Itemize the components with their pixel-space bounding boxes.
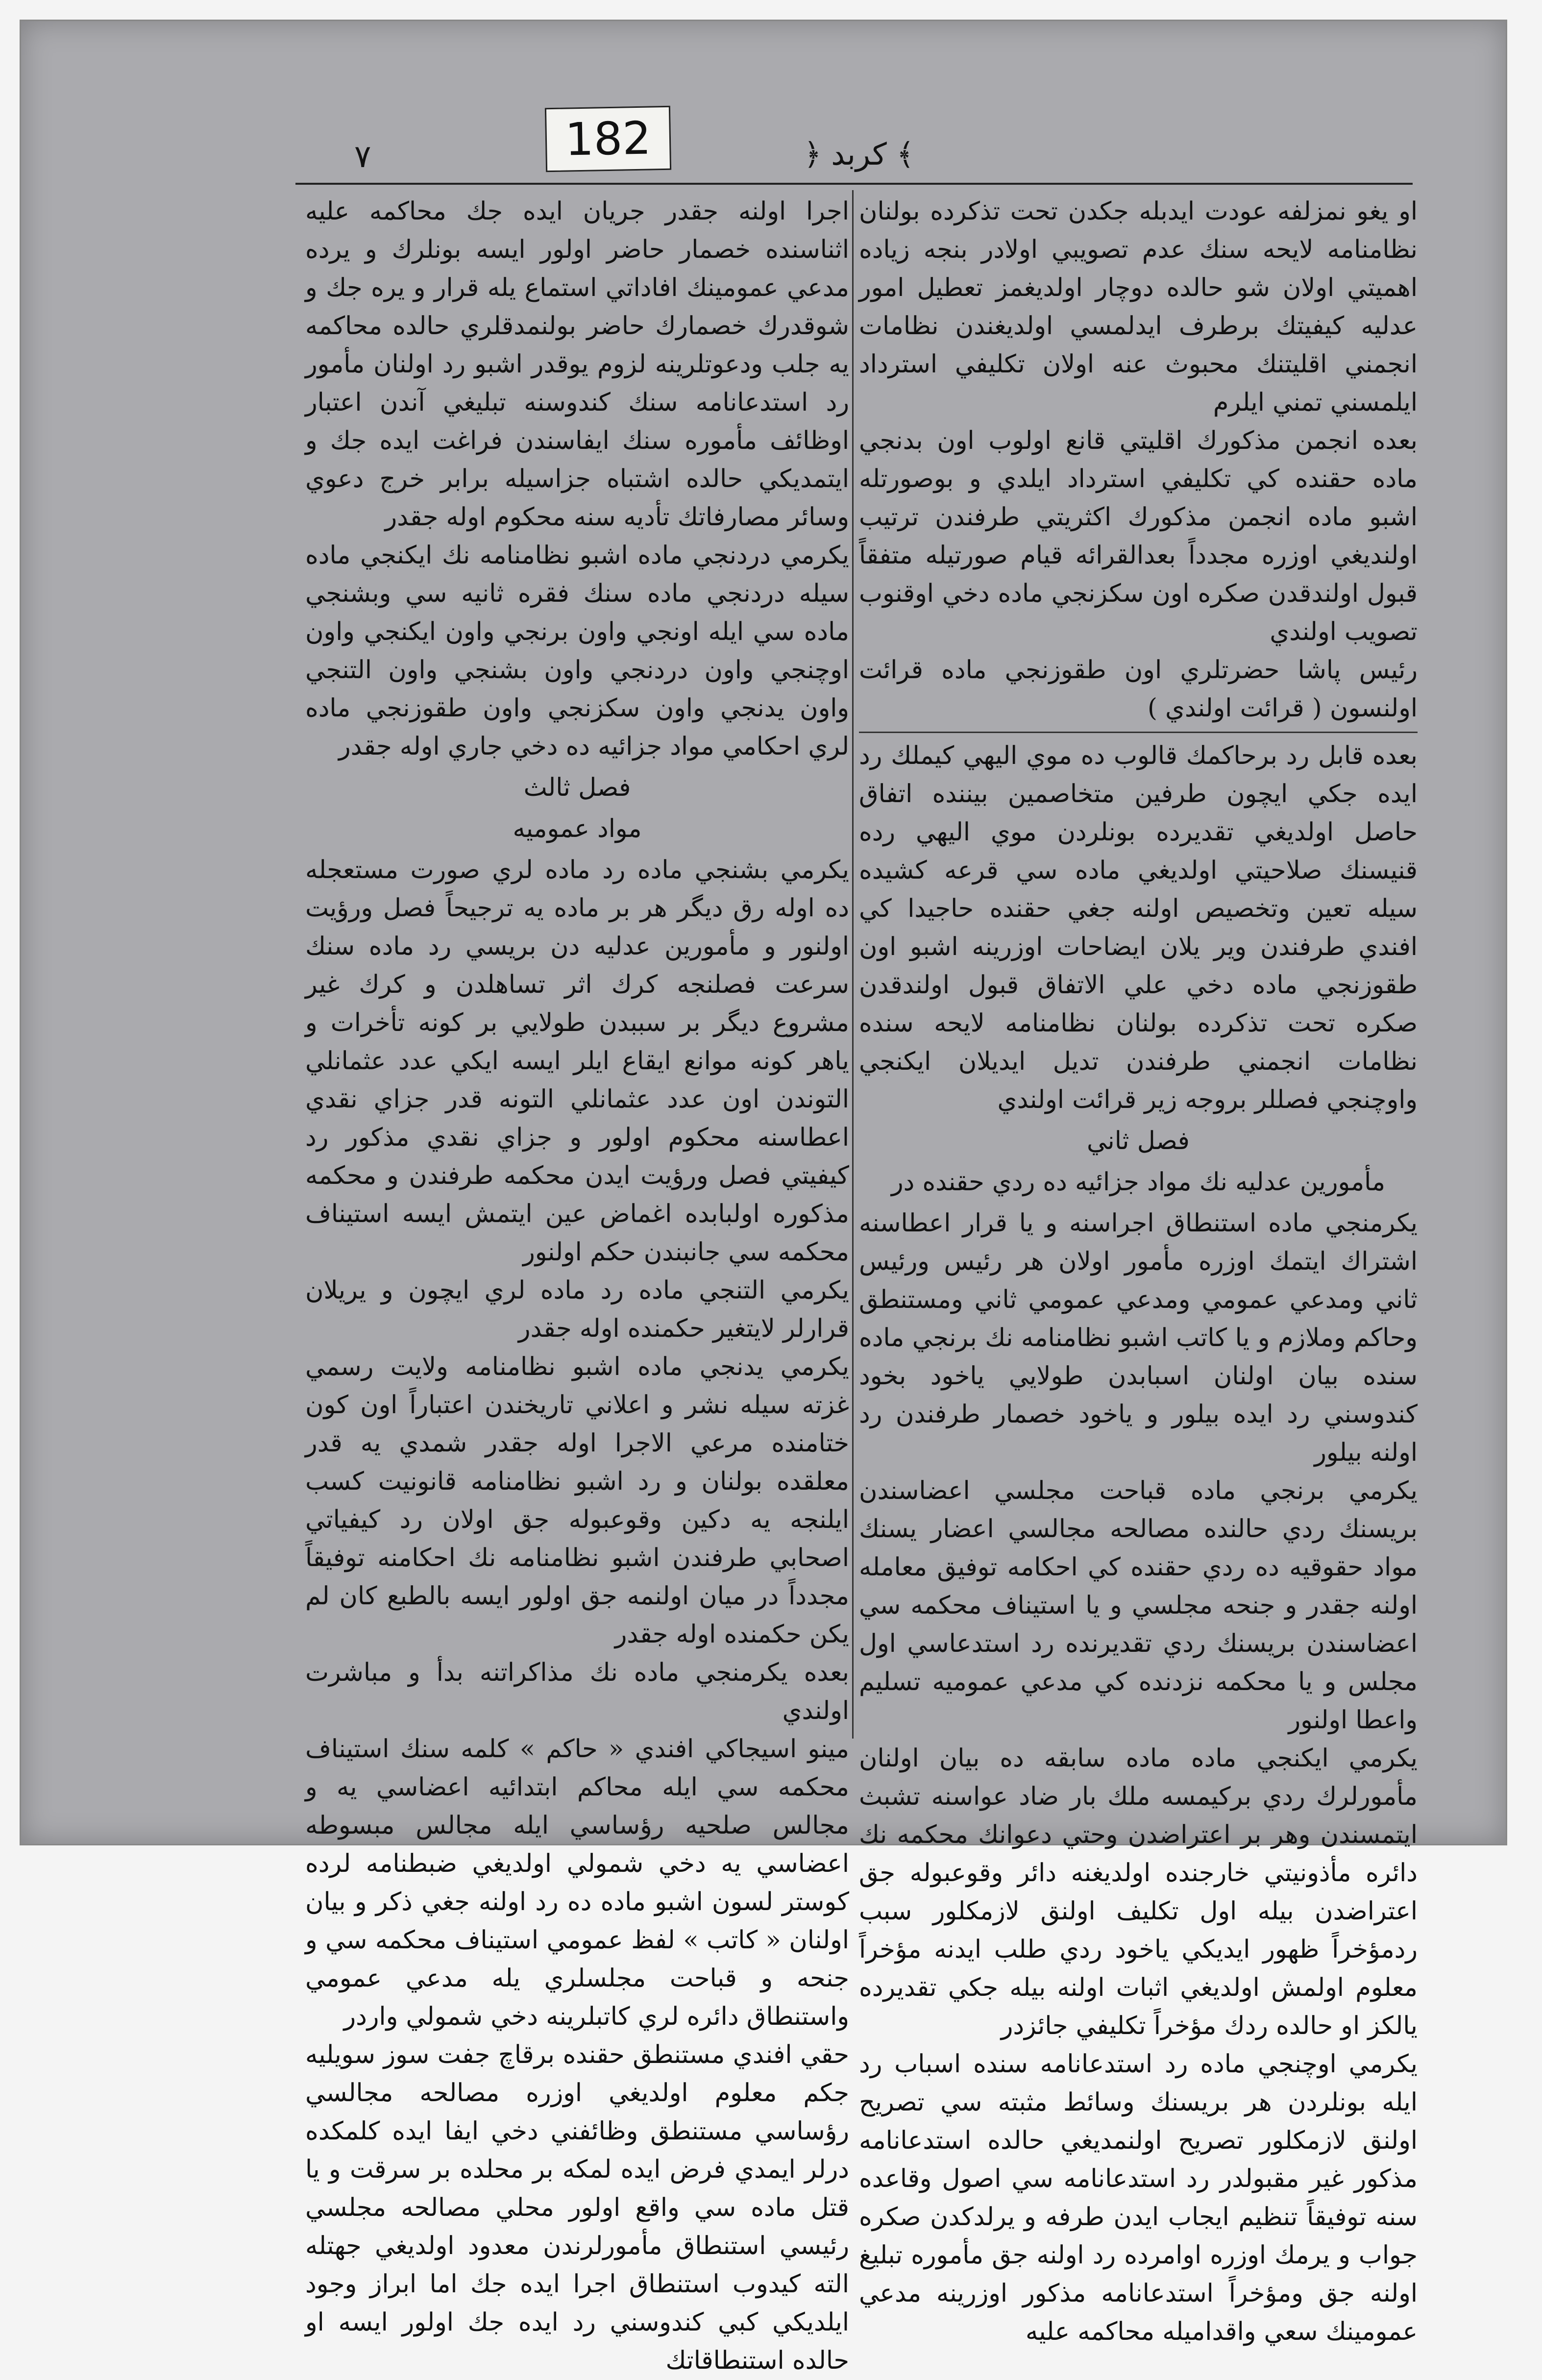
section-subtitle: مواد عموميه (513, 814, 642, 843)
paragraph: يكرمي برنجي ماده قباحت مجلسي اعضاسندن بريسنك ردي حالنده مصالحه مجالسي اعضار يسنك مواد حقوقيه ده ردي حقنده كي احكامه توفيق معامله اولنه جقدر و جنحه مجلسي و يا استيناف محكمه سي اعضاسندن بريسنك ردي تقديرنده رد استدعاسي اول مجلس و يا محكمه نزدنده كي مدعي عموميه تسليم واعطا اولنور (859, 1476, 1418, 1735)
stamp-number: 182 (564, 112, 652, 166)
right-column (859, 193, 1418, 2346)
paragraph: يكرمي اوچنجي ماده رد استدعانامه سنده اسباب رد ايله بونلردن هر بريسنك وسائط مثبته سي تصريح اولنق لازمكلور تصريح اولنمديغي حالده استدعانامه مذكور غير مقبولدر رد استدعانامه سي اصول وقاعده سنه توفيقاً تنظيم ايجاب ايدن طرفه و يرلدكدن صكره جواب و يرمك اوزره اوامرده رد اولنه جق مأموره تبليغ اولنه جق ومؤخراً استدعانامه مذكور اوزرينه مدعي عمومينك سعي واقداميله محاكمه عليه (859, 2050, 1418, 2346)
paragraph: يكرمي ايكنجي ماده ماده سابقه ده بيان اولنان مأمورلرك ردي بركيمسه ملك بار ضاد عواسنه تشبث ايتمسندن وهر بر اعتراضدن وحتي دعوانك محكمه نك دائره مأذونيتي خارجنده اولديغنه دائر وقوعبوله جق اعتراضدن بيله اول تكليف اولنق لازمكلور سبب ردمؤخراً ظهور ايديكي ياخود ردي طلب ايدنه مؤخراً معلوم اولمش اولديغي اثبات اولنه بيله جكي تقديرده يالكز او حالده ردك مؤخراً تكليفي جائزدر (859, 1744, 1418, 2040)
section-subtitle: مأمورين عدليه نك مواد جزائيه ده ردي حقنده در (891, 1168, 1386, 1197)
paragraph: رئيس پاشا حضرتلري اون طقوزنجي ماده قرائت اولنسون ( قرائت اولندي ) (859, 656, 1418, 723)
paragraph: بعده انجمن مذكورك اقليتي قانع اولوب اون بدنجي ماده حقنده كي تكليفي استرداد ايلدي و بوصورتله اشبو ماده انجمن مذكورك اكثريتي طرفندن ترتيب اولنديغي اوزره مجدداً بعدالقرائه قيام صورتيله متفقاً قبول اولندقدن صكره اون سكزنجي ماده دخي اوقنوب تصويب اولندي (859, 426, 1418, 646)
paragraph: مينو اسيجاكي افندي « حاكم » كلمه سنك استيناف محكمه سي ايله محاكم ابتدائيه اعضاسي يه و مجالس صلحيه رؤساسي ايله مجالس مبسوطه اعضاسي يه دخي شمولي اولديغي ضبطنامه لرده كوستر لسون اشبو ماده ده رد اولنه جغي ذكر و بيان اولنان « كاتب » لفظ عمومي استيناف محكمه سي و جنحه و قباحت مجلسلري يله مدعي عمومي واستنطاق دائره لري كاتبلرينه دخي شمولي واردر (305, 1735, 849, 2031)
paragraph: او يغو نمزلفه عودت ايدبله جكدن تحت تذكرده بولنان نظامنامه لايحه سنك عدم تصويبي اولادر بنجه زياده اهميتي اولان شو حالده دوچار اولديغمز تعطيل امور عدليه كيفيتك برطرف ايدلمسي اولديغندن نظامات انجمني اقليتنك محبوث عنه اولان تكليفي استرداد ايلمسني تمني ايلرم (859, 197, 1418, 417)
paragraph: اجرا اولنه جقدر جريان ايده جك محاكمه عليه اثناسنده خصمار حاضر اولور ايسه بونلرك و يرده مدعي عمومينك افاداتي استماع يله قرار و يره جك و شوقدرك خصمارك حاضر بولنمدقلري حالده محاكمه يه جلب ودعوتلرينه لزوم يوقدر اشبو رد اولنان مأمور رد استدعانامه سنك كندوسنه تبليغي آندن اعتبار اوظائف مأموره سنك ايفاسندن فراغت ايده جك و ايتمديكي حالده اشتباه جزاسيله برابر خرج دعوي وسائر مصارفاتك تأديه سنه محكوم اوله جقدر (305, 197, 849, 532)
page-number: ٧ (354, 139, 371, 175)
masthead-title: ﴿ كربد ﴾ (804, 136, 914, 172)
newspaper-page (20, 20, 1507, 2375)
archive-page-stamp (545, 106, 671, 172)
paragraph: حقي افندي مستنطق حقنده برقاچ جفت سوز سويليه جكم معلوم اولديغي اوزره مصالحه مجالسي رؤساسي مستنطق وظائفني دخي ايفا ايده كلمكده درلر ايمدي فرض ايده لمكه بر محلده بر سرقت و يا قتل ماده سي واقع اولور محلي مصالحه مجلسي رئيسي استنطاق مأمورلرندن معدود اولديغي جهتله الته كيدوب استنطاق اجرا ايده جك اما ابراز وجود ايلديكي كبي كندوسني رد ايده جك اولور ايسه او حالده استنطاقاتك (305, 2040, 849, 2375)
separator-rule (859, 732, 1418, 733)
left-column (305, 193, 849, 2375)
paragraph: بعده قابل رد برحاكمك قالوب ده موي اليهي كيملك رد ايده جكي ايچون طرفين متخاصمين بيننده اتفاق حاصل اولديغي تقديرده بونلردن موي اليهي رده قنيسنك صلاحيتي اولديغي ماده سي قرعه كشيده سيله تعين وتخصيص اولنه جغي حقنده حاجيدا كي افندي طرفندن وير يلان ايضاحات اوزرينه اشبو اون طقوزنجي ماده دخي علي الاتفاق قبول اولندقدن صكره تحت تذكرده بولنان نظامنامه لايحه سنده نظامات انجمني طرفندن تديل ايديلان ايكنجي واوچنجي فصللر بروجه زير قرائت اولندي (859, 741, 1418, 1114)
paragraph: يكرمي التنجي ماده رد ماده لري ايچون و يريلان قرارلر لايتغير حكمنده اوله جقدر (305, 1276, 849, 1343)
section-title: فصل ثاني (1087, 1127, 1190, 1155)
paragraph: بعده يكرمنجي ماده نك مذاكراتنه بدأ و مباشرت اولندي (305, 1658, 849, 1725)
column-divider (852, 190, 854, 1739)
header-rule (295, 183, 1413, 185)
paragraph: يكرمي بشنجي ماده رد ماده لري صورت مستعجله ده اوله رق ديگر هر بر ماده يه ترجيحاً فصل ورؤيت اولنور و مأمورين عدليه دن بريسي رد ماده سنك سرعت فصلنجه كرك اثر تساهلدن و كرك غير مشروع ديگر بر سببدن طولايي بر كونه تأخرات و ياهر كونه موانع ايقاع ايلر ايسه ايكي عدد عثمانلي التوندن اون عدد عثمانلي التونه قدر جزاي نقدي اعطاسنه محكوم اولور و جزاي نقدي مذكور رد كيفيتي فصل ورؤيت ايدن محكمه طرفندن و محكمه مذكوره اولبابده اغماض عين ايتمش ايسه استيناف محكمه سي جانبندن حكم اولنور (305, 856, 849, 1267)
paragraph: يكرمي يدنجي ماده اشبو نظامنامه ولايت رسمي غزته سيله نشر و اعلاني تاريخندن اعتباراً اون كون ختامنده مرعي الاجرا اوله جقدر شمدي يه قدر معلقده بولنان و رد اشبو نظامنامه قانونيت كسب ايلنجه يه دكين وقوعبوله جق اولان رد كيفياتي اصحابي طرفندن اشبو نظامنامه نك احكامنه توفيقاً مجدداً در ميان اولنمه جق اولور ايسه بالطبع كان لم يكن حكمنده اوله جقدر (305, 1352, 849, 1649)
paragraph: يكرمنجي ماده استنطاق اجراسنه و يا قرار اعطاسنه اشتراك ايتمك اوزره مأمور اولان هر رئيس ورئيس ثاني ومدعي عمومي ومدعي عمومي ثاني ومستنطق وحاكم وملازم و يا كاتب اشبو نظامنامه نك برنجي ماده سنده بيان اولنان اسبابدن طولايي ياخود بخود كندوسني رد ايده بيلور و ياخود خصمار طرفندن رد اولنه بيلور (859, 1209, 1418, 1467)
paragraph: يكرمي دردنجي ماده اشبو نظامنامه نك ايكنجي ماده سيله دردنجي ماده سنك فقره ثانيه سي وبشنجي ماده سي ايله اونجي واون برنجي واون ايكنجي واون اوچنجي واون دردنجي واون بشنجي واون التنجي واون يدنجي واون سكزنجي واون طقوزنجي ماده لري احكامي مواد جزائيه ده دخي جاري اوله جقدر (305, 541, 849, 761)
section-title: فصل ثالث (523, 773, 631, 802)
